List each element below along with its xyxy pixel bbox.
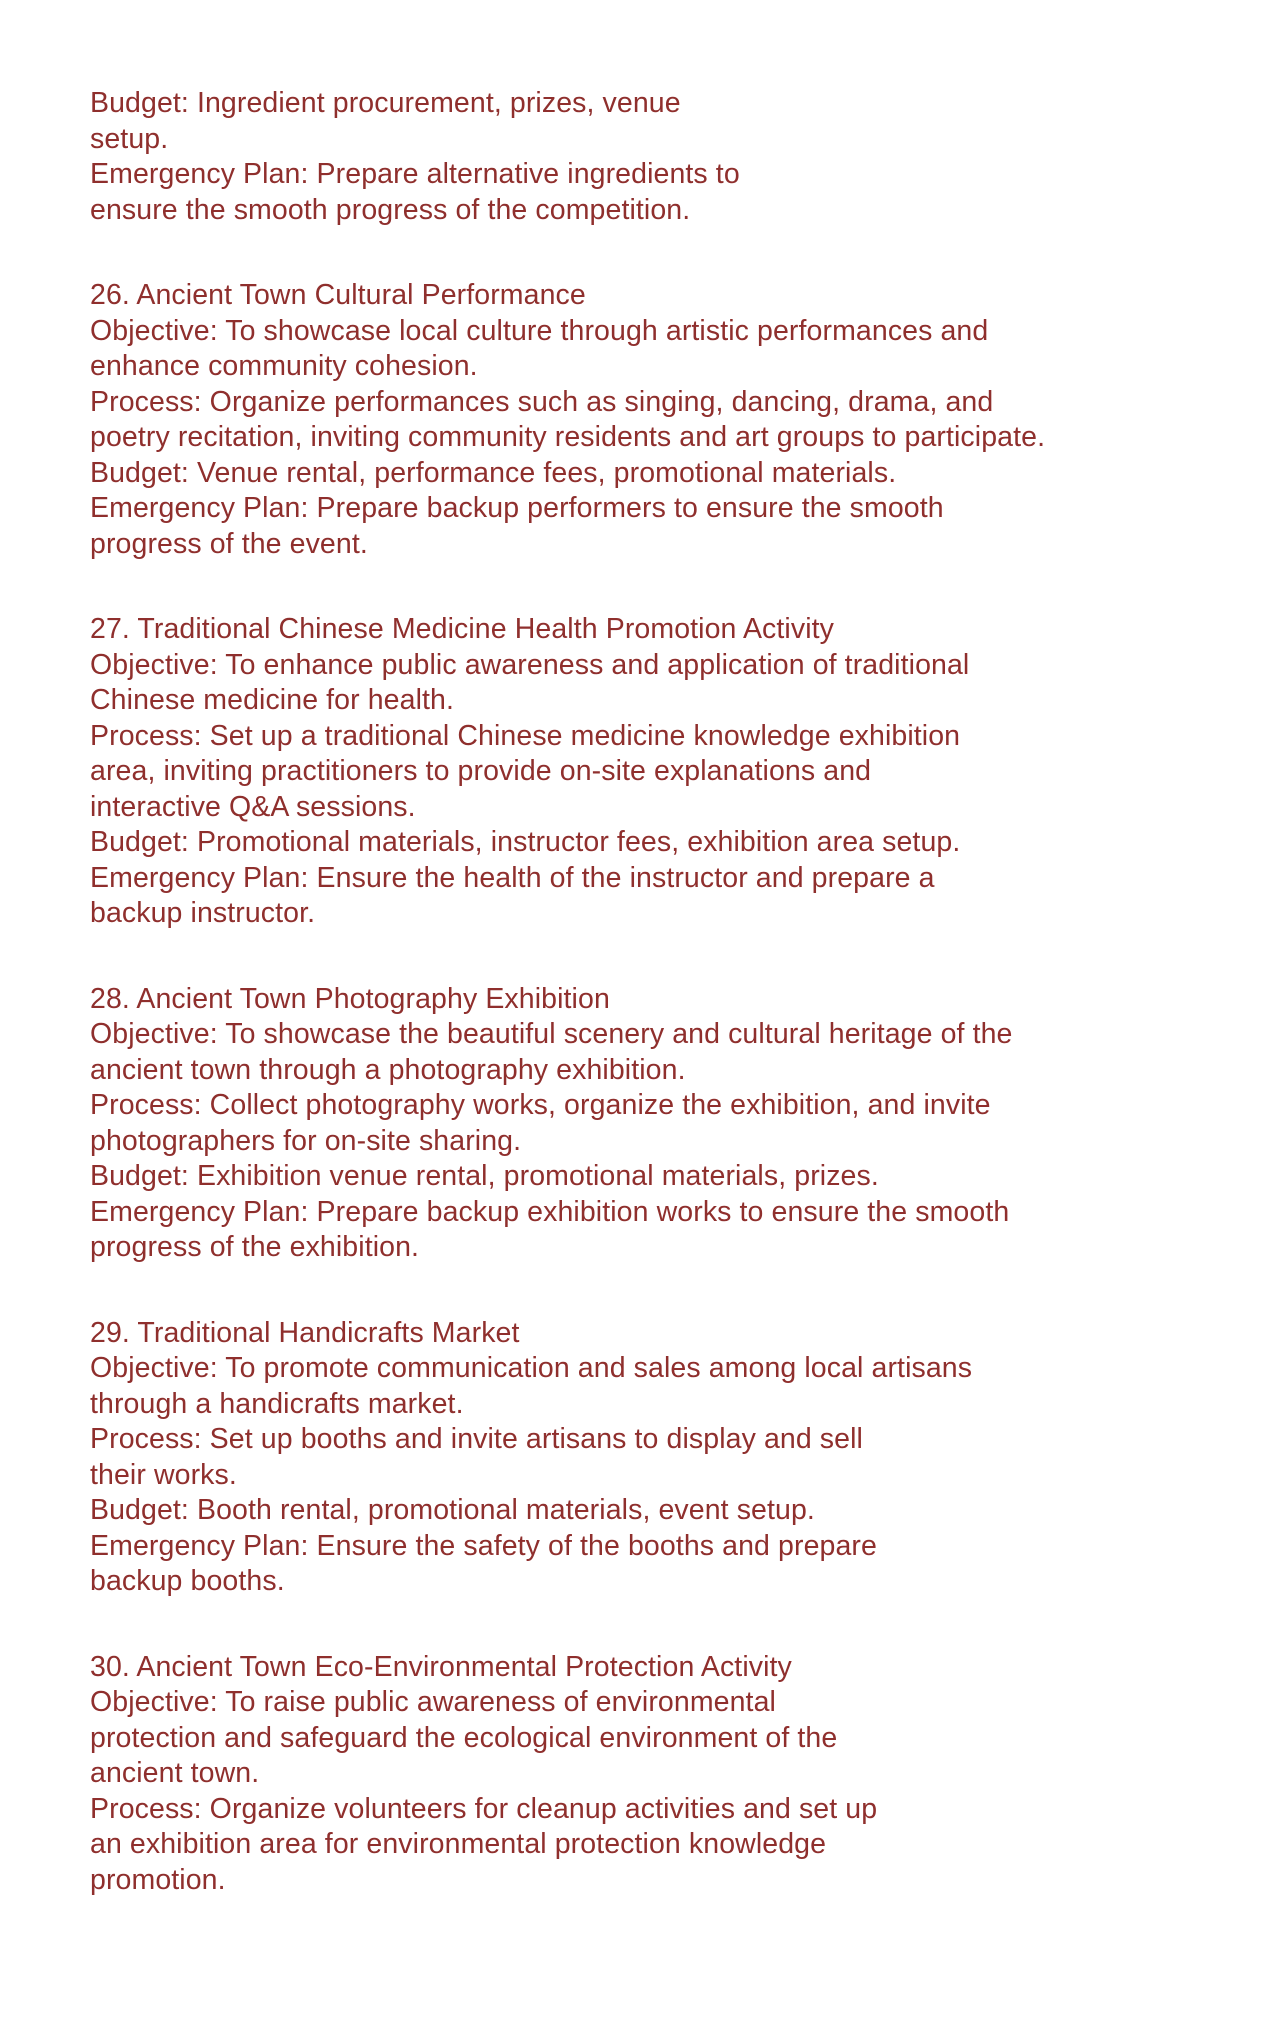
section-title: 30. Ancient Town Eco-Environmental Protection Activity: [90, 1650, 792, 1683]
section-line: Budget: Booth rental, promotional materials, event setup.: [90, 1494, 815, 1526]
section-line: progress of the exhibition.: [90, 1231, 420, 1263]
section-line: backup instructor.: [90, 897, 316, 929]
section-title: 29. Traditional Handicrafts Market: [90, 1316, 520, 1349]
section-line: Emergency Plan: Prepare backup exhibition works to ensure the smooth: [90, 1195, 1010, 1228]
document-page: [90, 86, 1210, 1948]
section-line: area, inviting practitioners to provide on-site explanations and: [90, 755, 872, 787]
section-line: Objective: To showcase local culture through artistic performances and: [90, 314, 989, 347]
section-27: [90, 612, 1210, 932]
section-28: [90, 982, 1210, 1266]
section-line: Process: Set up booths and invite artisans to display and sell: [90, 1423, 863, 1455]
section-line: promotion.: [90, 1863, 226, 1896]
section-title: 28. Ancient Town Photography Exhibition: [90, 982, 610, 1015]
intro-line: Emergency Plan: Prepare alternative ingredients to: [90, 158, 740, 190]
section-line: enhance community cohesion.: [90, 350, 478, 382]
section-line: backup booths.: [90, 1565, 285, 1597]
section-line: Emergency Plan: Ensure the health of the instructor and prepare a: [90, 861, 935, 894]
section-line: Process: Organize performances such as singing, dancing, drama, and: [90, 385, 994, 418]
section-line: protection and safeguard the ecological environment of the: [90, 1721, 838, 1754]
section-30: [90, 1650, 1210, 1899]
section-line: an exhibition area for environmental protection knowledge: [90, 1828, 827, 1860]
section-line: photographers for on-site sharing.: [90, 1124, 522, 1157]
section-line: interactive Q&A sessions.: [90, 790, 416, 823]
section-line: Emergency Plan: Prepare backup performers to ensure the smooth: [90, 492, 944, 524]
section-line: through a handicrafts market.: [90, 1387, 464, 1420]
section-line: poetry recitation, inviting community residents and art groups to participate.: [90, 421, 1046, 453]
section-line: ancient town through a photography exhibition.: [90, 1053, 686, 1086]
section-line: Objective: To promote communication and sales among local artisans: [90, 1352, 973, 1384]
section-line: Objective: To raise public awareness of environmental: [90, 1686, 776, 1718]
section-line: Objective: To showcase the beautiful scenery and cultural heritage of the: [90, 1018, 1013, 1050]
section-line: Process: Set up a traditional Chinese medicine knowledge exhibition: [90, 719, 961, 752]
section-line: Chinese medicine for health.: [90, 684, 455, 716]
intro-line: ensure the smooth progress of the competition.: [90, 193, 691, 226]
intro-section: [90, 86, 1210, 228]
section-line: ancient town.: [90, 1757, 260, 1789]
section-line: Budget: Promotional materials, instructor fees, exhibition area setup.: [90, 826, 961, 858]
section-title: 26. Ancient Town Cultural Performance: [90, 279, 586, 311]
section-line: Emergency Plan: Ensure the safety of the booths and prepare: [90, 1529, 877, 1562]
section-line: Process: Organize volunteers for cleanup activities and set up: [90, 1792, 878, 1825]
section-line: Objective: To enhance public awareness and application of traditional: [90, 648, 970, 681]
section-line: Budget: Venue rental, performance fees, promotional materials.: [90, 456, 897, 489]
section-29: [90, 1316, 1210, 1600]
section-26: [90, 278, 1210, 562]
section-line: Process: Collect photography works, organize the exhibition, and invite: [90, 1089, 991, 1121]
section-line: their works.: [90, 1458, 237, 1491]
section-line: Budget: Exhibition venue rental, promotional materials, prizes.: [90, 1160, 879, 1192]
section-line: progress of the event.: [90, 527, 368, 560]
section-title: 27. Traditional Chinese Medicine Health Promotion Activity: [90, 613, 835, 645]
intro-line: setup.: [90, 122, 169, 155]
intro-line: Budget: Ingredient procurement, prizes, venue: [90, 87, 681, 119]
